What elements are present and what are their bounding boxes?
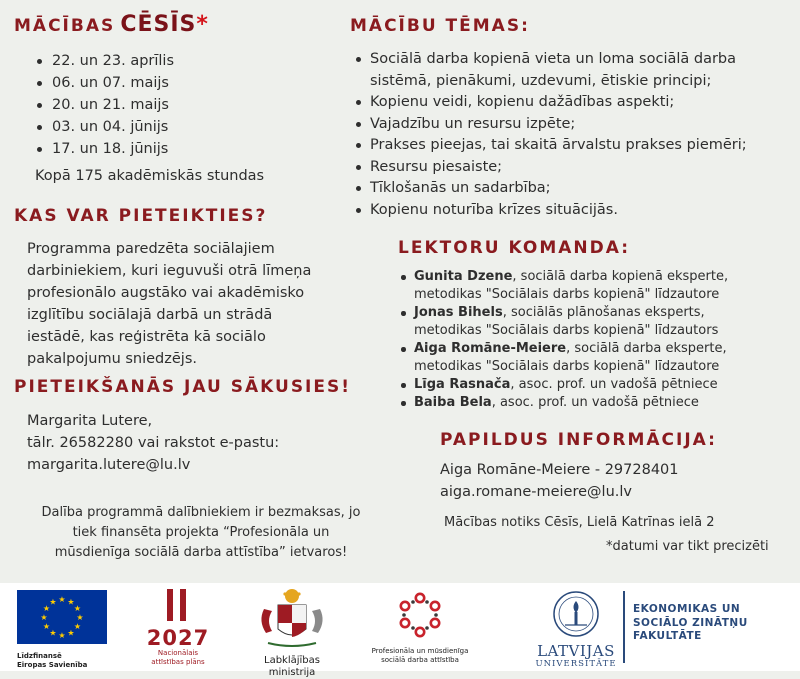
list-item: 22. un 23. aprīlis — [32, 50, 174, 72]
list-item: Vajadzību un resursu izpēte; — [352, 114, 792, 136]
list-item: Gunita Dzene, sociālā darba kopienā eksperte, metodikas "Sociālais darbs kopienā" līdzautore — [397, 268, 792, 304]
coat-of-arms-icon — [252, 587, 332, 651]
list-item: Kopienu veidi, kopienu dažādības aspekti; — [352, 92, 792, 114]
who-can-apply-text: Programma paredzēta sociālajiem darbiniekiem, kuri ieguvuši otrā līmeņa profesionālo augstāko vai akadēmisko izglītību sociālajā darbā un strādā iestādē, kas reģistrēta kā sociālo pakalpojumu sniedzējs. — [27, 241, 312, 367]
study-location-heading — [14, 12, 210, 37]
total-hours: Kopā 175 akadēmiskās stundas — [35, 168, 265, 184]
svg-text:★: ★ — [49, 628, 57, 638]
lecturer-name: Jonas Bihels — [414, 305, 503, 320]
apply-heading: PIETEIKŠANĀS JAU SĀKUSIES! — [14, 377, 351, 397]
list-item: Kopienu noturība krīzes situācijās. — [352, 200, 792, 222]
list-item: Jonas Bihels, sociālās plānošanas eksperts, metodikas "Sociālais darbs kopienā" līdzautors — [397, 304, 792, 340]
lecturer-name: Aiga Romāne-Meiere — [414, 341, 567, 356]
dates-disclaimer: *datumi var tikt precizēti — [606, 539, 769, 554]
plan-year: 2027 — [146, 626, 210, 650]
university-seal-icon — [535, 589, 617, 639]
topics-list — [352, 49, 792, 221]
university-subtitle: UNIVERSITĀTE — [535, 659, 617, 669]
list-item: Līga Rasnača, asoc. prof. un vadošā pētniece — [397, 376, 792, 394]
ministry-name: Labklājības ministrija — [264, 655, 320, 678]
svg-text:★: ★ — [73, 622, 82, 631]
development-plan-logo: 2027 Nacionālais attīstības plāns — [143, 587, 213, 666]
additional-info-contact — [440, 459, 679, 503]
contact-email[interactable]: margarita.lutere@lu.lv — [27, 457, 191, 473]
contact-block — [27, 410, 279, 476]
free-participation-note: Dalība programmā dalībniekiem ir bezmaksas, jo tiek finansēta projekta “Profesionāla un mūsdienīga sociālā darba attīstība” ietvaros! — [41, 505, 361, 560]
svg-text:★: ★ — [49, 597, 57, 607]
list-item: Aiga Romāne-Meiere, sociālā darba eksperte, metodikas "Sociālais darbs kopienā" līdzautore — [397, 340, 792, 376]
list-item: Tīklošanās un sadarbība; — [352, 178, 792, 200]
city-star: * — [196, 12, 210, 37]
svg-text:★: ★ — [40, 613, 48, 622]
faculty-name: EKONOMIKAS UN SOCIĀLO ZINĀTŅU FAKULTĀTE — [633, 603, 748, 642]
list-item: Prakses pieejas, tai skaitā ārvalstu prakses piemēri; — [352, 135, 792, 157]
ministry-logo — [247, 587, 337, 679]
list-item: Resursu piesaiste; — [352, 157, 792, 179]
study-title: MĀCĪBAS — [14, 16, 116, 36]
svg-text:★: ★ — [76, 613, 84, 622]
lecturer-name: Līga Rasnača — [414, 377, 511, 392]
list-item: 06. un 07. maijs — [32, 72, 174, 94]
study-city: CĒSĪS — [120, 12, 197, 37]
additional-info-heading: PAPILDUS INFORMĀCIJA: — [440, 430, 717, 450]
svg-text:★: ★ — [42, 604, 51, 613]
contact-phone: tālr. 26582280 vai rakstot e-pastu: — [27, 435, 280, 451]
contact-name: Margarita Lutere, — [27, 413, 153, 429]
svg-text:★: ★ — [58, 595, 66, 604]
university-name: LATVIJAS — [537, 642, 615, 660]
svg-text:★: ★ — [73, 604, 82, 613]
plan-bars-icon — [158, 587, 198, 623]
university-logo — [535, 589, 617, 670]
svg-text:★: ★ — [58, 631, 66, 640]
list-item: 20. un 21. maijs — [32, 94, 174, 116]
lecturers-list — [397, 268, 792, 412]
project-logo: Profesionāla un mūsdienīga sociālā darba attīstība — [365, 591, 475, 664]
svg-text:★: ★ — [67, 628, 75, 638]
lecturer-name: Gunita Dzene — [414, 269, 513, 284]
list-item: Baiba Bela, asoc. prof. un vadošā pētniece — [397, 394, 792, 412]
who-can-apply-heading: KAS VAR PIETEIKTIES? — [14, 206, 268, 226]
list-item: 03. un 04. jūnijs — [32, 116, 174, 138]
topics-heading: MĀCĪBU TĒMAS: — [350, 16, 530, 36]
lecturer-name: Baiba Bela — [414, 395, 492, 410]
project-rings-icon — [395, 591, 445, 641]
location-note: Mācības notiks Cēsīs, Lielā Katrīnas ielā 2 — [444, 515, 715, 530]
eu-flag-icon — [17, 590, 107, 644]
svg-text:★: ★ — [42, 622, 51, 631]
faculty-divider — [623, 591, 625, 663]
list-item: Sociālā darba kopienā vieta un loma sociālā darba sistēmā, pienākumi, uzdevumi, ētiskie principi; — [352, 49, 792, 92]
eu-logo: ★ ★ ★ ★ ★ ★ ★ ★ ★ ★ ★ ★ Līdzfinansē Eiropas Savienība — [17, 590, 107, 669]
lecturers-heading: LEKTORU KOMANDA: — [398, 238, 631, 258]
list-item: 17. un 18. jūnijs — [32, 138, 174, 160]
info-contact-email[interactable]: aiga.romane-meiere@lu.lv — [440, 484, 632, 500]
logo-footer — [0, 583, 800, 678]
date-list — [32, 50, 174, 160]
info-contact-phone: Aiga Romāne-Meiere - 29728401 — [440, 462, 679, 478]
svg-text:★: ★ — [67, 597, 75, 607]
